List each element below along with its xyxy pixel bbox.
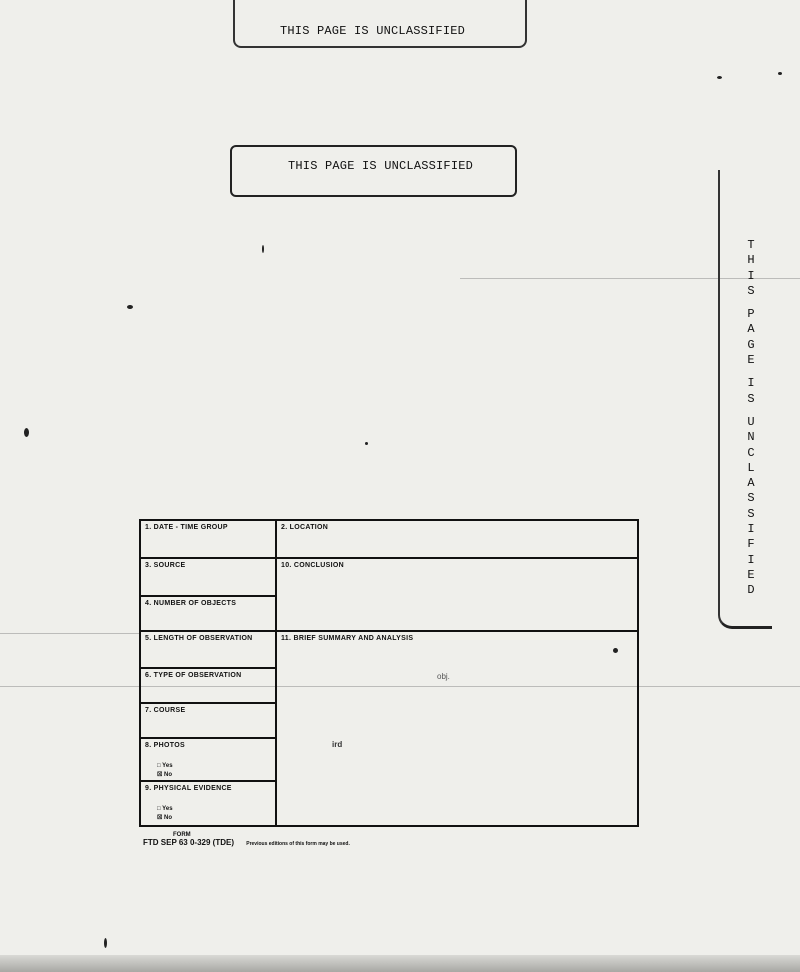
length-of-observation-label: 5. LENGTH OF OBSERVATION — [145, 635, 253, 642]
number-of-objects-cell — [141, 597, 275, 632]
side-banner-letter: F — [747, 537, 755, 552]
side-banner-letter: G — [747, 337, 755, 352]
physical-evidence-cell — [141, 782, 275, 825]
side-banner-letter: U — [747, 414, 755, 429]
scan-speck — [365, 442, 368, 445]
side-banner-letter: I — [747, 268, 755, 283]
middle-banner-text: THIS PAGE IS UNCLASSIFIED — [288, 159, 474, 173]
scan-speck — [262, 245, 264, 253]
form-left-column — [141, 521, 277, 825]
side-banner-letter: D — [747, 583, 755, 598]
side-banner-letter: E — [747, 353, 755, 368]
physical-evidence-label: 9. PHYSICAL EVIDENCE — [145, 785, 232, 792]
side-banner-letter: L — [747, 460, 755, 475]
form-footer — [143, 832, 350, 847]
side-banner-letter: S — [747, 391, 755, 406]
side-banner-letter — [744, 299, 758, 307]
top-banner-text: THIS PAGE IS UNCLASSIFIED — [280, 24, 466, 38]
side-banner-letter: I — [747, 522, 755, 537]
side-banner-letter — [744, 368, 758, 376]
photos-no-checkbox[interactable]: ☒ No — [157, 772, 173, 778]
editions-note: Previous editions of this form may be used. — [246, 841, 350, 847]
side-banner-letter: E — [747, 567, 755, 582]
length-of-observation-cell — [141, 632, 275, 669]
type-of-observation-label: 6. TYPE OF OBSERVATION — [145, 672, 242, 679]
side-banner-letter: S — [747, 491, 755, 506]
side-banner-letter: A — [747, 322, 755, 337]
side-banner-letter: T — [747, 238, 755, 252]
summary-label: 11. BRIEF SUMMARY AND ANALYSIS — [281, 635, 414, 642]
course-cell — [141, 704, 275, 739]
side-banner-text — [744, 238, 758, 599]
summary-cell — [277, 632, 637, 825]
scan-line — [0, 633, 140, 634]
conclusion-cell — [277, 559, 637, 632]
side-banner-letter — [744, 407, 758, 415]
summary-fragment: obj. — [437, 672, 450, 681]
photos-yes-checkbox[interactable]: □ Yes — [157, 763, 173, 769]
date-time-cell — [141, 521, 275, 559]
ftd-form — [139, 519, 639, 827]
conclusion-label: 10. CONCLUSION — [281, 562, 344, 569]
date-time-label: 1. DATE - TIME GROUP — [145, 524, 228, 531]
type-of-observation-cell — [141, 669, 275, 704]
evidence-no-checkbox[interactable]: ☒ No — [157, 815, 173, 821]
side-banner-letter: P — [747, 307, 755, 322]
side-banner-letter: I — [747, 552, 755, 567]
scan-speck — [127, 305, 133, 309]
number-of-objects-label: 4. NUMBER OF OBJECTS — [145, 600, 237, 607]
side-banner-letter: N — [747, 430, 755, 445]
side-banner-letter: S — [747, 283, 755, 298]
source-cell — [141, 559, 275, 597]
form-label: FORM — [173, 832, 191, 838]
scan-speck — [778, 72, 782, 75]
course-label: 7. COURSE — [145, 707, 186, 714]
location-label: 2. LOCATION — [281, 524, 329, 531]
evidence-yes-checkbox[interactable]: □ Yes — [157, 806, 173, 812]
scan-speck — [24, 428, 29, 437]
location-cell — [277, 521, 637, 559]
summary-fragment: ird — [332, 740, 343, 749]
side-banner-letter: S — [747, 506, 755, 521]
scan-speck — [104, 938, 107, 948]
source-label: 3. SOURCE — [145, 562, 186, 569]
side-banner-letter: I — [747, 376, 755, 391]
side-banner-letter: C — [747, 445, 755, 460]
photos-label: 8. PHOTOS — [145, 742, 185, 749]
side-banner-letter: A — [747, 476, 755, 491]
form-id: FTD SEP 63 0-329 (TDE) — [143, 838, 234, 847]
side-banner-letter: H — [747, 253, 755, 268]
scan-speck — [717, 76, 722, 79]
scan-bottom-edge — [0, 955, 800, 972]
photos-cell — [141, 739, 275, 782]
